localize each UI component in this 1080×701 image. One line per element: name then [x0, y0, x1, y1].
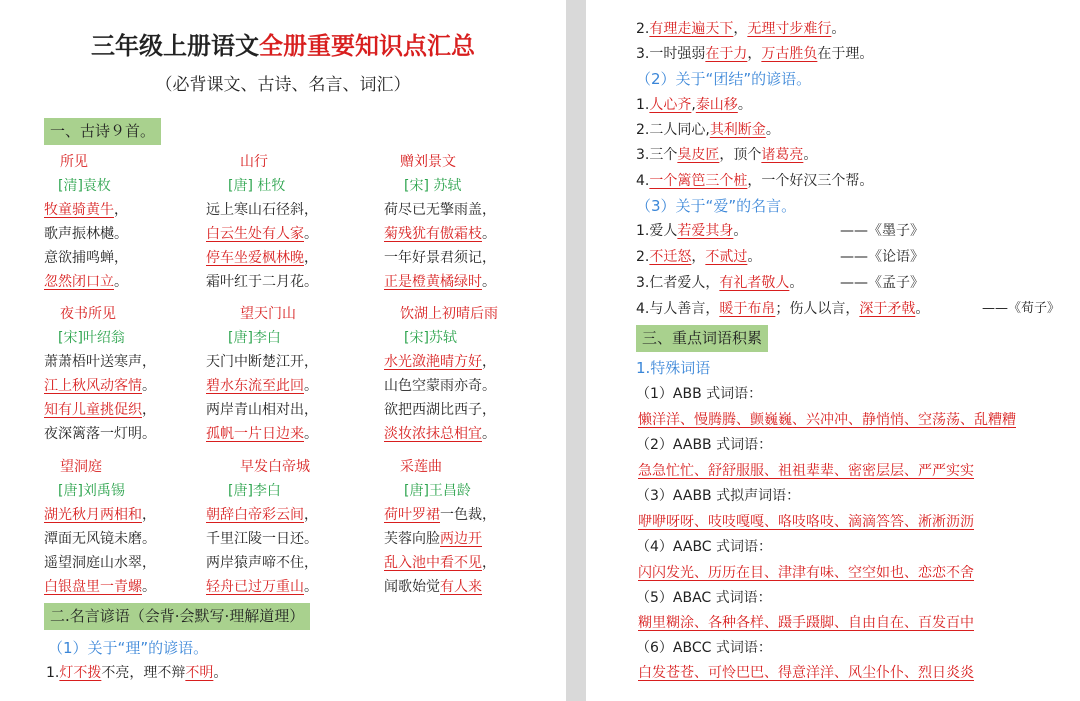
poem-line-text: ，: [142, 507, 156, 523]
line-highlight: 泰山移: [695, 97, 738, 113]
vocab-type-label: （1）ABB 式词语：: [636, 386, 763, 402]
poem-line-text: 。: [142, 579, 156, 595]
poem-line-text: ，: [142, 402, 156, 418]
vocab-type-label: （5）ABAC 式词语：: [636, 590, 772, 606]
poem-block: [44, 150, 214, 294]
poem-line: [206, 527, 376, 551]
poem-line-text: 意欲捕鸣蝉，: [44, 250, 128, 266]
poem-line-text: 。: [304, 226, 318, 242]
line-highlight: 深于矛戟: [859, 301, 916, 317]
proverb-subheading-reason: （1）关于“理”的谚语。: [48, 639, 209, 657]
quote-line: [636, 245, 761, 269]
poem-line-highlight: 淡妆浓抹总相宜: [384, 426, 482, 442]
poem-line-text: 歌声振林樾。: [44, 226, 128, 242]
poem-line-text: 千里江陵一日还。: [206, 531, 318, 547]
line-text: 4.: [636, 173, 650, 189]
poem-line-text: 。: [304, 579, 318, 595]
poem-line-text: 芙蓉向脸: [384, 531, 440, 547]
poem-line: [384, 551, 554, 575]
document-title: [0, 26, 566, 61]
poem-block: [384, 302, 554, 446]
vocab-words: 闪闪发光、历历在目、津津有味、空空如也、恋恋不舍: [638, 565, 974, 581]
poem-line-highlight: 湖光秋月两相和: [44, 507, 142, 523]
poem-line-text: 荷尽已无擎雨盖，: [384, 202, 496, 218]
poem-line: [44, 527, 214, 551]
poem-line-highlight: 知有儿童挑促织: [44, 402, 142, 418]
poem-line-text: 闻歌始觉: [384, 579, 440, 595]
vocab-words: 咿咿呀呀、吱吱嘎嘎、咯吱咯吱、滴滴答答、淅淅沥沥: [638, 514, 974, 530]
poem-author: [唐]刘禹锡: [58, 483, 125, 499]
line-highlight: 臭皮匠: [677, 147, 720, 163]
document-subtitle: （必背课文、古诗、名言、词汇）: [155, 75, 411, 95]
line-highlight: 有理走遍天下: [649, 21, 734, 37]
poem-line-text: 。: [482, 274, 496, 290]
poem-line-highlight: 白银盘里一青螺: [44, 579, 142, 595]
poem-line-text: ，: [114, 202, 128, 218]
poem-block: [384, 455, 554, 599]
poem-line: [384, 222, 554, 246]
quote-source: ——《荀子》: [982, 301, 1061, 316]
poem-block: [206, 455, 376, 599]
line-highlight: 暖于布帛: [719, 301, 776, 317]
proverb-line: [636, 118, 780, 142]
poem-author: [宋]苏轼: [404, 330, 457, 346]
poem-line: [206, 503, 376, 527]
line-text: 不亮，理不辩: [101, 665, 186, 681]
right-page: [586, 0, 1080, 701]
line-text: ，顶个: [719, 147, 762, 163]
vocab-type-label: （3）AABB 式拟声词语：: [636, 488, 801, 504]
quote-source: ——《墨子》: [840, 223, 924, 239]
line-highlight: 若爱其身: [677, 223, 734, 239]
poem-line-highlight: 孤帆一片日边来: [206, 426, 304, 442]
poem-line: [206, 422, 376, 446]
title-black-part: 三年级上册语文: [91, 31, 259, 60]
poem-author: [宋] 苏轼: [404, 178, 462, 194]
section-heading-vocabulary: 三、重点词语积累: [636, 325, 768, 352]
poem-title: 赠刘景文: [400, 154, 456, 170]
poem-line-highlight: 菊残犹有傲霜枝: [384, 226, 482, 242]
line-text: 。: [765, 122, 780, 138]
poem-line-text: 。: [142, 378, 156, 394]
poem-line: [206, 398, 376, 422]
poem-title: 望洞庭: [60, 459, 102, 475]
poem-line-text: 天门中断楚江开，: [206, 354, 318, 370]
poem-line: [384, 350, 554, 374]
poem-line-text: 一色裁，: [440, 507, 496, 523]
line-highlight: 在于力: [705, 46, 748, 62]
poem-line: [384, 503, 554, 527]
poem-line: [206, 374, 376, 398]
line-highlight: 不明: [185, 665, 214, 681]
proverb-line: [636, 17, 845, 41]
poem-line-highlight: 荷叶罗裙: [384, 507, 440, 523]
poem-title: 采莲曲: [400, 459, 442, 475]
poem-line-text: ，: [304, 507, 318, 523]
poem-author: [宋]叶绍翁: [58, 330, 125, 346]
poem-block: [206, 302, 376, 446]
poem-line: [44, 222, 214, 246]
poem-line-text: ，: [482, 354, 496, 370]
poem-line: [44, 422, 214, 446]
line-text: 。: [747, 249, 762, 265]
line-text: 。: [915, 301, 930, 317]
section-heading-poems: 一、古诗９首。: [44, 118, 161, 145]
poem-line-highlight: 停车坐爱枫林晚: [206, 250, 304, 266]
poem-line: [206, 222, 376, 246]
line-highlight: 无理寸步难行: [747, 21, 832, 37]
poem-line-highlight: 忽然闭口立: [44, 274, 114, 290]
poem-author: [唐] 杜牧: [228, 178, 286, 194]
poem-line: [44, 270, 214, 294]
line-text: 3.仁者爱人，: [636, 275, 720, 291]
line-highlight: 其利断金: [709, 122, 766, 138]
line-text: 1.: [636, 97, 650, 113]
line-text: ；伤人以言，: [775, 301, 860, 317]
poem-line-text: 。: [304, 426, 318, 442]
poem-line: [384, 398, 554, 422]
poem-line-text: 萧萧梧叶送寒声，: [44, 354, 156, 370]
proverb-line: [636, 143, 817, 167]
poem-line-text: 霜叶红于二月花。: [206, 274, 318, 290]
line-highlight: 灯不拨: [59, 665, 102, 681]
poem-line-text: 一年好景君须记，: [384, 250, 496, 266]
title-red-part: 全册重要知识点汇总: [259, 31, 475, 60]
line-text: ，一个好汉三个帮。: [747, 173, 874, 189]
poem-line: [44, 350, 214, 374]
line-text: ，: [747, 46, 762, 62]
line-text: 在于理。: [817, 46, 874, 62]
vocab-subheading: 1.特殊词语: [636, 359, 711, 377]
poem-line: [44, 374, 214, 398]
quote-source: ——《论语》: [840, 249, 924, 265]
poem-line-text: 夜深篱落一灯明。: [44, 426, 156, 442]
proverb-line: [46, 661, 227, 685]
poem-line: [44, 575, 214, 599]
poem-line: [206, 198, 376, 222]
poem-author: [清]袁枚: [58, 178, 111, 194]
poem-line-text: 远上寒山石径斜，: [206, 202, 318, 218]
line-text: 3.一时强弱: [636, 46, 706, 62]
poem-block: [44, 302, 214, 446]
line-highlight: 一个篱笆三个桩: [649, 173, 748, 189]
line-text: ，: [691, 249, 706, 265]
line-highlight: 万古胜负: [761, 46, 818, 62]
line-text: ,: [691, 97, 696, 113]
line-highlight: 有礼者敬人: [719, 275, 790, 291]
vocab-words: 急急忙忙、舒舒服服、祖祖辈辈、密密层层、严严实实: [638, 463, 974, 479]
poem-line-text: 。: [304, 378, 318, 394]
poem-line-text: 两岸猿声啼不住，: [206, 555, 318, 571]
quote-line: [636, 271, 803, 295]
poem-title: 山行: [240, 154, 268, 170]
proverb-line: [636, 169, 873, 193]
poem-line-text: 潭面无风镜未磨。: [44, 531, 156, 547]
vocab-words: 糊里糊涂、各种各样、蹑手蹑脚、自由自在、百发百中: [638, 615, 974, 631]
line-text: 。: [733, 223, 748, 239]
poem-line: [206, 246, 376, 270]
line-text: 。: [213, 665, 228, 681]
poem-line-text: 山色空蒙雨亦奇。: [384, 378, 496, 394]
poem-line: [384, 198, 554, 222]
line-text: ，: [733, 21, 748, 37]
proverb-subheading-love: （3）关于“爱”的名言。: [636, 197, 797, 215]
poem-line-highlight: 碧水东流至此回: [206, 378, 304, 394]
poem-block: [206, 150, 376, 294]
poem-line-text: 。: [114, 274, 128, 290]
line-highlight: 不迁怒: [649, 249, 692, 265]
poem-line: [384, 422, 554, 446]
poem-line: [44, 551, 214, 575]
quote-line: [636, 219, 747, 243]
poem-line-text: 。: [482, 226, 496, 242]
poem-line-text: ，: [482, 555, 496, 571]
line-text: 1.爱人: [636, 223, 678, 239]
proverb-line: [636, 42, 873, 66]
proverb-line: [636, 93, 752, 117]
poem-title: 望天门山: [240, 306, 296, 322]
vocab-type-label: （6）ABCC 式词语：: [636, 640, 772, 656]
poem-line: [384, 374, 554, 398]
poem-line: [44, 246, 214, 270]
poem-line-highlight: 乱入池中看不见: [384, 555, 482, 571]
poem-line-highlight: 江上秋风动客情: [44, 378, 142, 394]
poem-line-highlight: 牧童骑黄牛: [44, 202, 114, 218]
line-text: 。: [803, 147, 818, 163]
quote-source: ——《孟子》: [840, 275, 924, 291]
line-highlight: 人心齐: [649, 97, 692, 113]
proverb-subheading-unity: （2）关于“团结”的谚语。: [636, 70, 812, 88]
poem-line-highlight: 朝辞白帝彩云间: [206, 507, 304, 523]
poem-line: [206, 575, 376, 599]
poem-line-text: 欲把西湖比西子，: [384, 402, 496, 418]
poem-line-text: ，: [304, 250, 318, 266]
poem-line: [384, 575, 554, 599]
poem-line: [44, 398, 214, 422]
line-text: 3.三个: [636, 147, 678, 163]
poem-line: [206, 350, 376, 374]
line-text: 2.二人同心,: [636, 122, 710, 138]
poem-title: 饮湖上初晴后雨: [400, 306, 498, 322]
line-highlight: 不贰过: [705, 249, 748, 265]
vocab-words: 懒洋洋、慢腾腾、颤巍巍、兴冲冲、静悄悄、空荡荡、乱糟糟: [638, 412, 1016, 428]
section-heading-proverbs: 二.名言谚语（会背·会默写·理解道理）: [44, 603, 310, 630]
poem-line: [44, 503, 214, 527]
line-text: 。: [831, 21, 846, 37]
line-text: 2.: [636, 249, 650, 265]
poem-block: [44, 455, 214, 599]
poem-title: 夜书所见: [60, 306, 116, 322]
vocab-words: 白发苍苍、可怜巴巴、得意洋洋、风尘仆仆、烈日炎炎: [638, 665, 974, 681]
poem-author: [唐]王昌龄: [404, 483, 471, 499]
line-text: 4.与人善言，: [636, 301, 720, 317]
poem-line: [384, 527, 554, 551]
poem-line: [384, 246, 554, 270]
poem-line-text: 两边开: [440, 531, 482, 547]
poem-line-highlight: 水光潋滟晴方好: [384, 354, 482, 370]
page-gutter: [566, 0, 586, 701]
poem-author: [唐]李白: [228, 483, 281, 499]
line-highlight: 诸葛亮: [761, 147, 804, 163]
poem-line-text: 遥望洞庭山水翠，: [44, 555, 156, 571]
vocab-type-label: （4）AABC 式词语：: [636, 539, 773, 555]
poem-line-highlight: 轻舟已过万重山: [206, 579, 304, 595]
line-text: 。: [737, 97, 752, 113]
line-text: 2.: [636, 21, 650, 37]
poem-line: [384, 270, 554, 294]
poem-block: [384, 150, 554, 294]
poem-line: [44, 198, 214, 222]
poem-title: 早发白帝城: [240, 459, 310, 475]
quote-line: [636, 297, 929, 321]
poem-title: 所见: [60, 154, 88, 170]
poem-line-highlight: 正是橙黄橘绿时: [384, 274, 482, 290]
line-text: 。: [789, 275, 804, 291]
poem-line: [206, 270, 376, 294]
poem-line-text: 。: [482, 426, 496, 442]
poem-line-highlight: 白云生处有人家: [206, 226, 304, 242]
line-text: 1.: [46, 665, 60, 681]
vocab-type-label: （2）AABB 式词语：: [636, 437, 773, 453]
poem-line-text: 两岸青山相对出，: [206, 402, 318, 418]
poem-line-text: 有人来: [440, 579, 482, 595]
poem-author: [唐]李白: [228, 330, 281, 346]
poem-line: [206, 551, 376, 575]
